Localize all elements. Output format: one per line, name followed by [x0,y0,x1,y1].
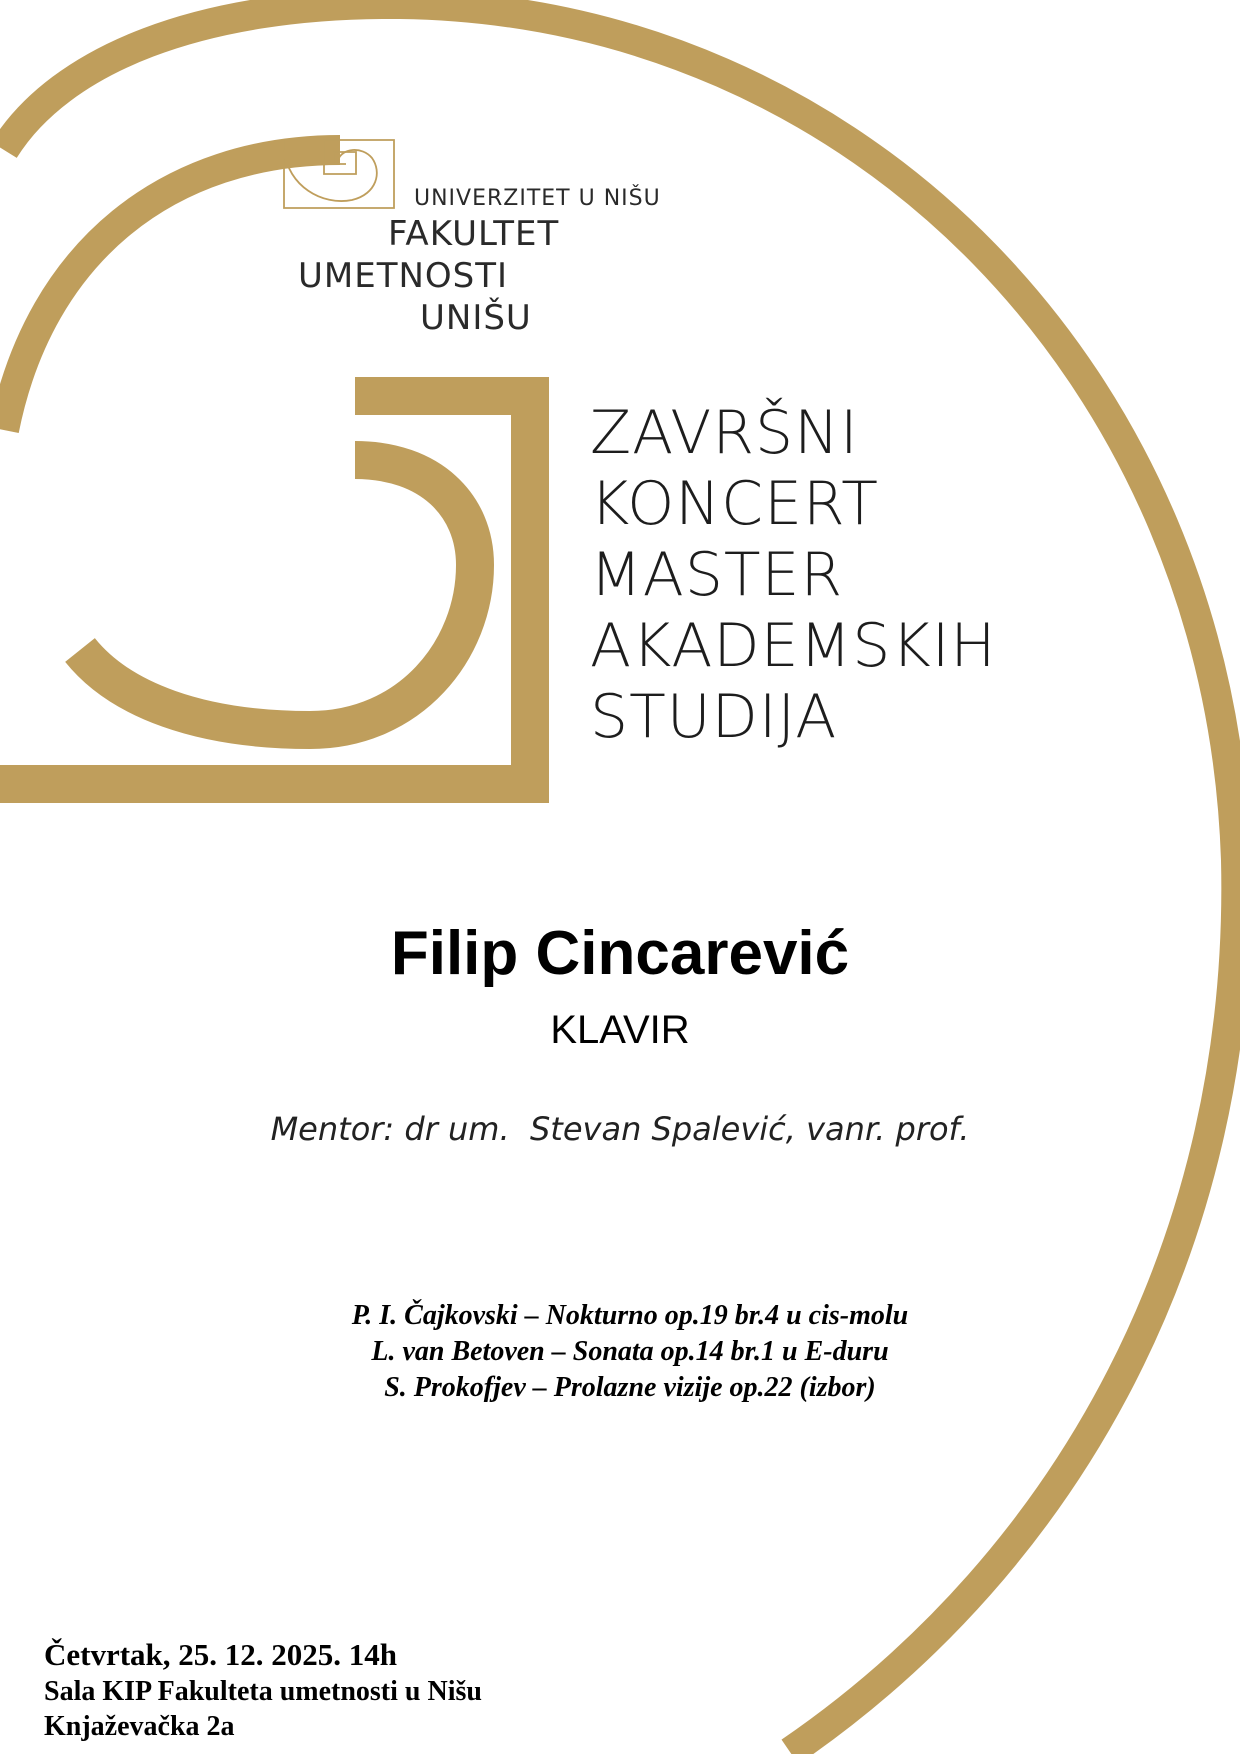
performer-name: Filip Cincarević [390,919,850,988]
title-line: STUDIJA [590,682,838,752]
program-item: P. I. Čajkovski – Nokturno op.19 br.4 u cis-molu [351,1300,909,1331]
title-line: KONCERT [590,469,879,539]
event-date-time: Četvrtak, 25. 12. 2025. 14h [44,1637,398,1672]
event-details [44,1636,482,1744]
event-venue: Sala KIP Fakulteta umetnosti u Nišu [44,1676,482,1707]
program-item: S. Prokofjev – Prolazne vizije op.22 (izbor) [384,1372,876,1403]
title-line: AKADEMSKIH [590,611,997,681]
large-spiral-arc [4,4,1236,1752]
event-address: Knjaževačka 2a [44,1711,235,1742]
title-line: ZAVRŠNI [590,398,859,468]
spiral-inner-hook [80,460,475,730]
mentor-line: Mentor: dr um. Stevan Spalević, vanr. prof. [270,1110,970,1148]
university-logo-icon [282,136,397,210]
university-name: UNIVERZITET U NIŠU [414,186,661,211]
program-item: L. van Betoven – Sonata op.14 br.1 u E-duru [371,1336,889,1367]
concert-title [590,398,997,753]
faculty-name-line2: UMETNOSTI [298,256,509,296]
title-line: MASTER [590,540,844,610]
instrument-label: KLAVIR [550,1008,690,1052]
faculty-name-line1: FAKULTET [388,214,560,254]
faculty-name-line3: UNIŠU [420,298,532,338]
program-list [0,1298,1240,1406]
